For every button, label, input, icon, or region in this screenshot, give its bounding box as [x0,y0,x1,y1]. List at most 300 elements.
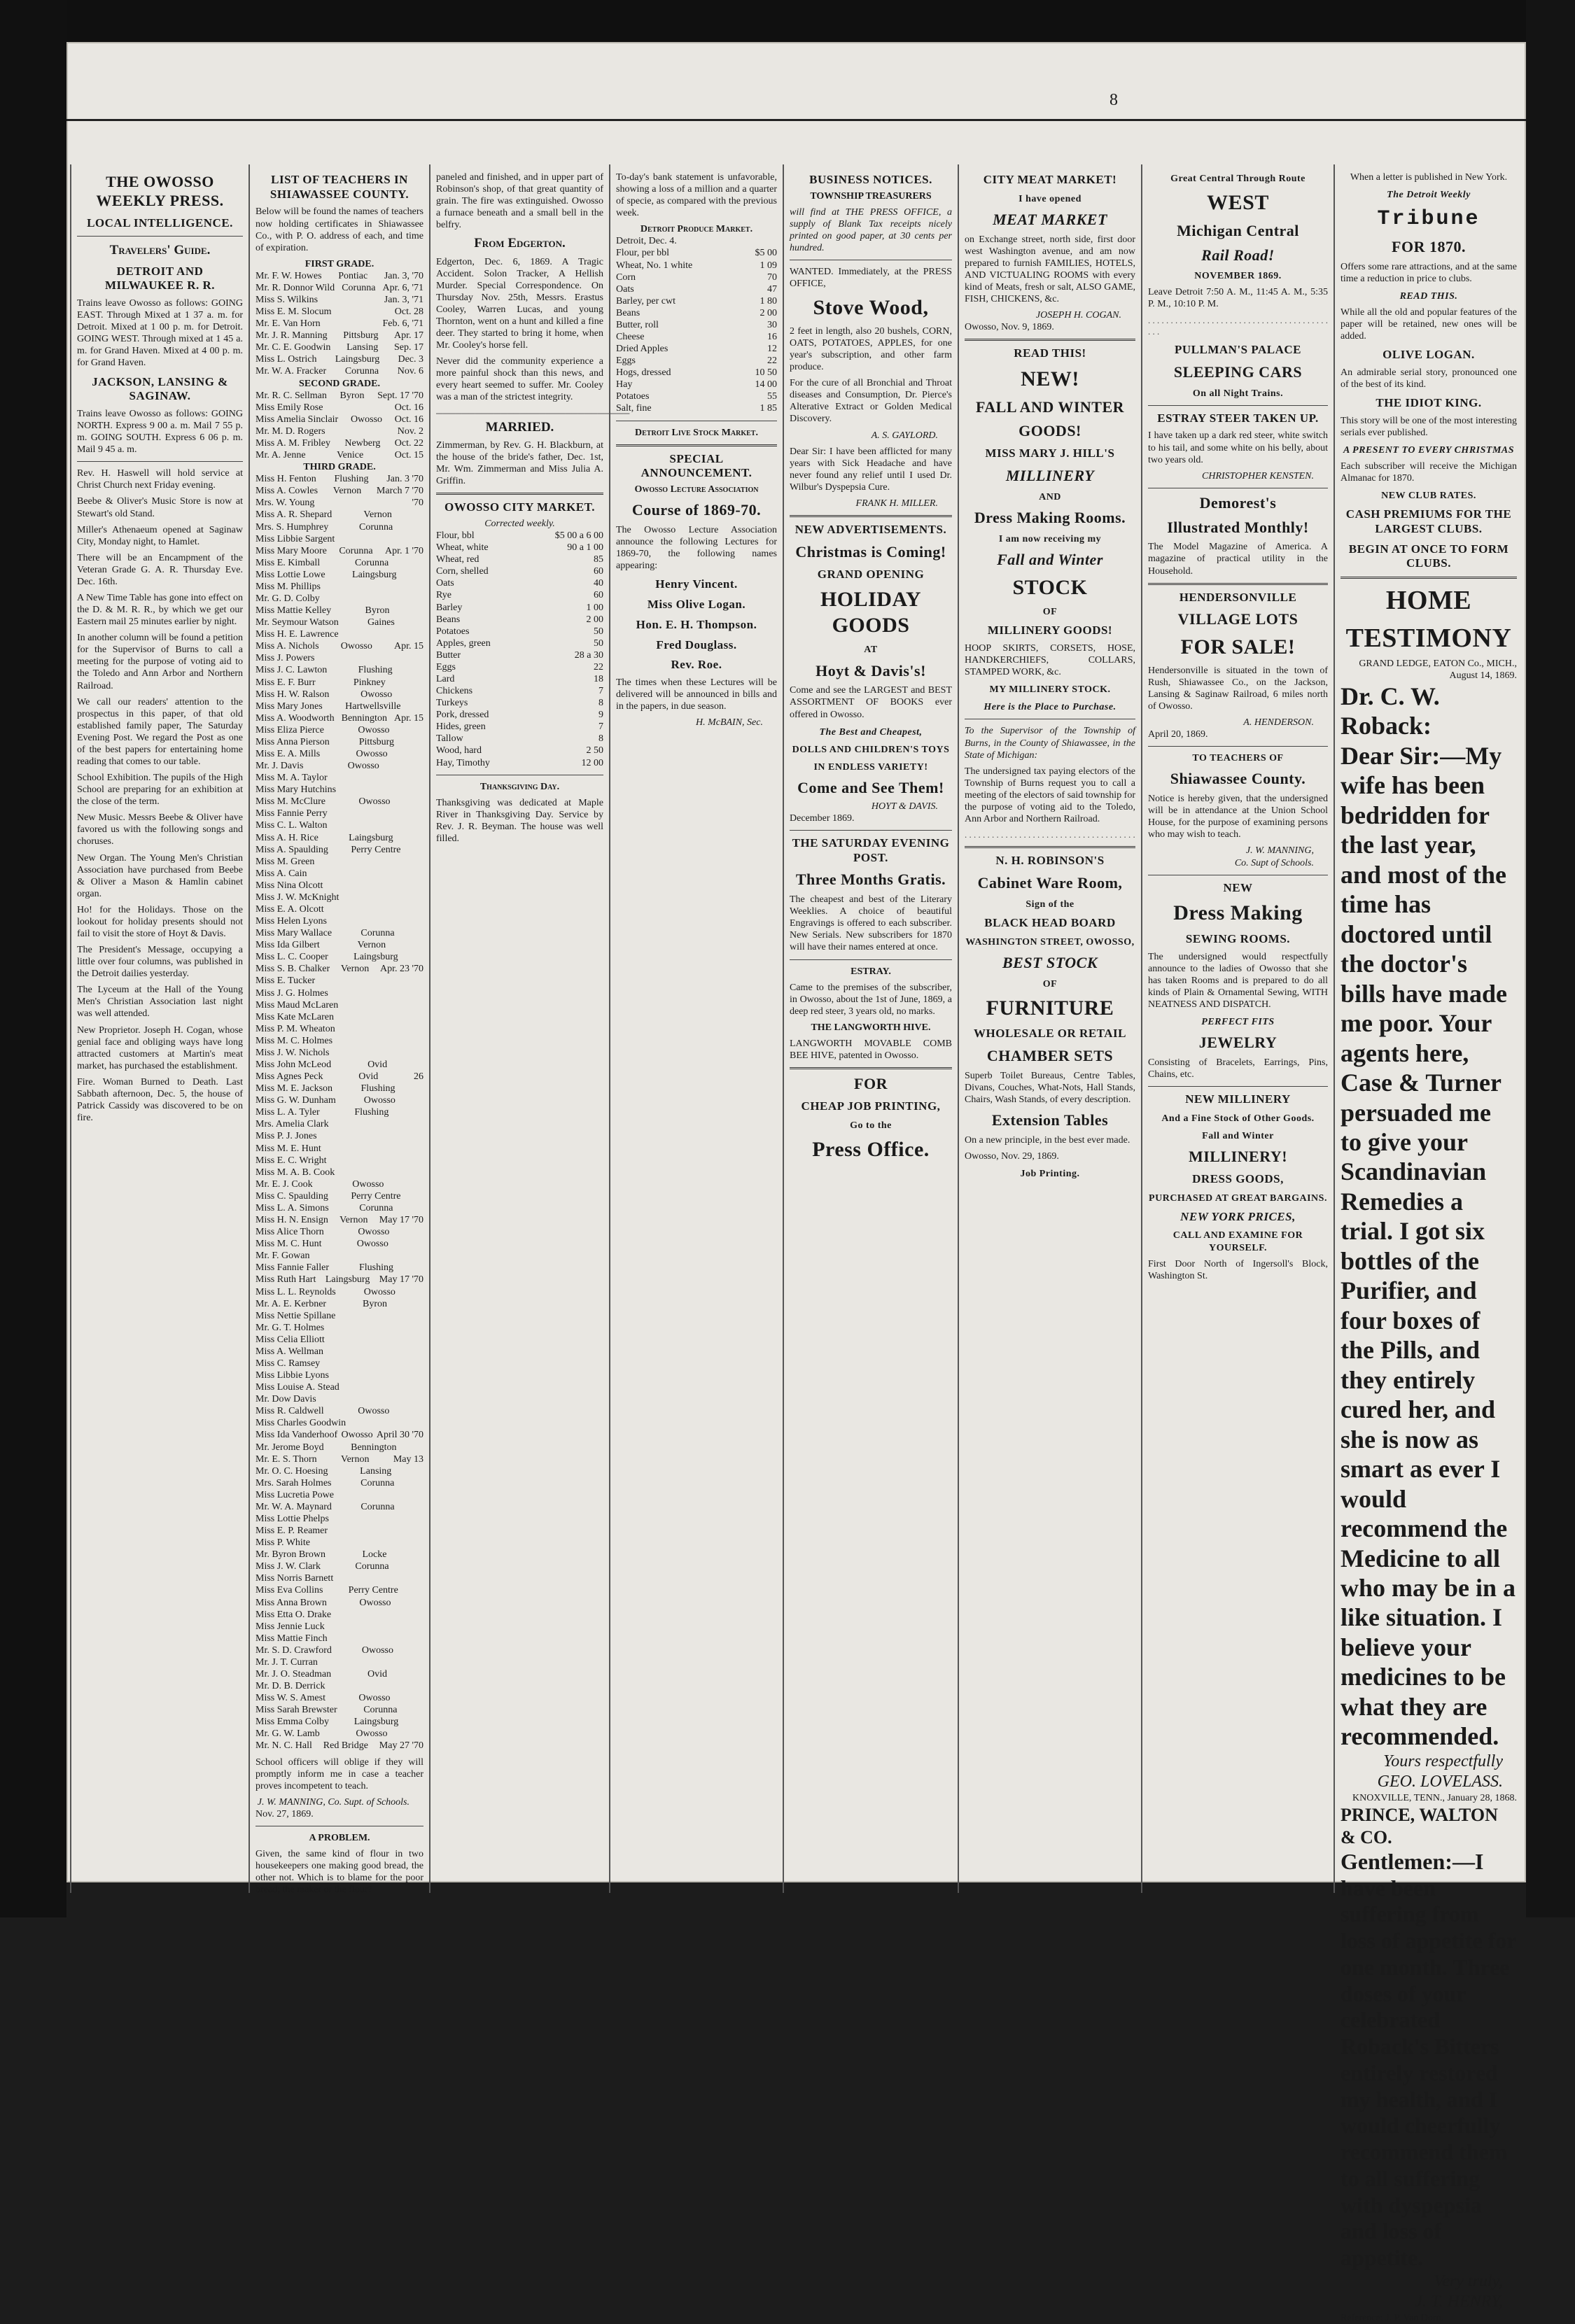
teacher-name: Miss Agnes Peck [255,1071,323,1083]
produce-price: 14 00 [755,379,777,390]
teacher-name: Miss Helen Lyons [255,916,327,927]
market-row [436,554,603,565]
receiving-text: I am now receiving my [998,533,1102,544]
railroad-schedule: Trains leave Owosso as follows: GOING EAST. Through Mixed at 1 37 a. m. for Detroit. Mixed at 1 00 p. m. for Detroit. GOING WEST. Through mixed at 1 45 a. m. for Grand Haven. Mixed at 4 00 p. m. for Grand Haven. [77,298,243,369]
teacher-address: Owosso [356,1239,388,1250]
market-item: Butter [436,649,461,661]
teacher-row [255,1609,424,1621]
jewelry-text: Consisting of Bracelets, Earrings, Pins, Chains, etc. [1148,1057,1328,1080]
market-item: Hay, Timothy [436,757,490,768]
teacher-row [255,951,424,963]
teacher-address: Laingsburg [335,354,380,365]
wood-text: 2 feet in length, also 20 bushels, CORN, OATS, POTATOES, APPLES, for one year's subscription, and other farm produce. [790,325,952,373]
teacher-expiry: Apr. 17 [394,330,424,341]
market-row [436,709,603,721]
teacher-name: Miss A. Cowles [255,486,318,497]
produce-item: Beans [616,307,640,318]
teacher-row [255,677,424,689]
teacher-name: Miss Amelia Sinclair [255,414,339,425]
divider [790,830,952,831]
village-lots-heading: VILLAGE LOTS [1177,610,1298,628]
teacher-address: Newberg [344,437,381,449]
teachers-notice-text: Notice is hereby given, that the undersigned will be in attendance at the Union School House, for the purpose of examining persons who may wish to teach. [1148,794,1328,840]
teacher-address: Owosso [358,1693,391,1704]
teacher-expiry: 26 [413,1071,424,1083]
teacher-row [255,557,424,569]
teacher-expiry: May 13 [393,1453,424,1465]
produce-item: Oats [616,283,634,295]
lecture-secretary: H. McBAIN, Sec. [695,717,763,728]
divider [436,493,603,495]
read-text: While all the old and popular features of the paper will be retained, new ones will be added. [1340,307,1517,341]
teacher-address: Pittsburg [358,736,395,747]
teacher-name: Miss Anna Pierson [255,736,330,747]
estray-title: ESTRAY. [850,966,891,977]
sign-label: Sign of the [1026,899,1074,910]
teacher-row [255,1106,424,1118]
teacher-address: Owosso [358,1227,390,1238]
post-title: THE SATURDAY EVENING POST. [792,836,950,864]
hoyt-date: December 1869. [790,812,855,824]
market-item: Flour, bbl [436,530,475,542]
teacher-address: Locke [362,1549,387,1561]
teacher-name: Miss M. E. Jackson [255,1083,333,1094]
teacher-row [255,593,424,605]
teacher-name: Miss Mary Hutchins [255,784,337,796]
for-label: FOR [854,1075,888,1093]
divider [790,515,952,517]
market-item: Wheat, white [436,542,489,554]
teacher-row [255,819,424,831]
teacher-row [255,939,424,951]
teacher-row [255,1334,424,1346]
teacher-row [255,330,424,341]
produce-price: 2 00 [760,307,777,318]
teacher-address: Ovid [358,1071,379,1083]
teacher-name: Miss Mary Wallace [255,928,332,939]
teacher-name: Mrs. Amelia Clark [255,1119,329,1130]
teacher-name: Miss Charles Goodwin [255,1418,346,1429]
teacher-row [255,1143,424,1155]
new-dress-label: NEW [1223,880,1253,894]
market-price: 50 [594,638,603,649]
teacher-expiry: Oct. 16 [394,402,424,413]
problem-text: Given, the same kind of flour in two housekeepers one making good bread, the other not. Which is to blame for the poor bread; the maker or the flour? [255,1849,424,1896]
teacher-row [255,1381,424,1393]
teacher-name: Mr. J. T. Curran [255,1656,318,1668]
teacher-row [255,652,424,664]
teacher-name: Miss S. Wilkins [255,295,318,306]
henderson-text: Hendersonville is situated in the town of Rush, Shiawassee Co., on the Jackson, Lansing & Saginaw Railroad, 6 miles north of Owosso. [1148,665,1328,712]
teacher-address: Vernon [341,1453,370,1465]
christmas-heading: Christmas is Coming! [795,542,946,561]
teacher-name: Miss P. White [255,1537,310,1549]
divider [77,236,243,237]
new-millinery-heading: NEW MILLINERY [1185,1092,1291,1106]
testimony-heading: TESTIMONY [1345,624,1512,654]
market-price: 12 00 [581,757,603,768]
teacher-name: Miss Celia Elliott [255,1334,325,1345]
henderson-date: April 20, 1869. [1148,729,1208,740]
lovelass-signature: GEO. LOVELASS. [1377,1773,1503,1791]
teacher-expiry: Apr. 1 '70 [384,545,424,556]
scan-border-right [1526,0,1575,1917]
cash-premiums-heading: CASH PREMIUMS FOR THE LARGEST CLUBS. [1345,507,1512,535]
teacher-row [255,1011,424,1023]
cheap-job-heading: CHEAP JOB PRINTING, [801,1099,941,1113]
langworth-text: LANGWORTH MOVABLE COMB BEE HIVE, patented in Owosso. [790,1038,952,1061]
teacher-name: Mr. S. D. Crawford [255,1645,332,1656]
divider [965,846,1135,848]
local-news-item: New Proprietor. Joseph H. Cogan, whose genial face and obliging ways have long attracted customers at Martin's meat market, has purchased the establishment. [77,1024,243,1071]
teacher-name: Miss Mattie Finch [255,1633,328,1644]
teacher-name: Mr. W. A. Maynard [255,1501,332,1512]
hoop-text: HOOP SKIRTS, CORSETS, HOSE, HANDKERCHIEFS, COLLARS, STAMPED WORK, &c. [965,643,1135,678]
teacher-name: Miss P. J. Jones [255,1131,317,1142]
teacher-name: Miss P. M. Wheaton [255,1023,335,1034]
produce-item: Salt, fine [616,403,652,414]
teacher-name: Miss Kate McLaren [255,1011,334,1022]
testimonial-signature: A. S. GAYLORD. [871,430,938,441]
teacher-name: Mr. R. C. Sellman [255,390,327,401]
market-row [436,757,603,769]
produce-item: Corn [616,272,636,283]
market-price: 60 [594,566,603,577]
teacher-address: Owosso [360,689,393,700]
sewing-text: The undersigned would respectfully announce to the ladies of Owosso that she has taken Rooms and is prepared to do all kinds of Plain & Ornamental Sewing, WITH NEATNESS AND DISPATCH. [1148,951,1328,1010]
teacher-address: Byron [363,1298,388,1309]
teacher-row [255,736,424,748]
produce-row [616,355,777,367]
column-tribune-testimony [1334,164,1522,2324]
teacher-row [255,545,424,557]
teacher-expiry: Apr. 6, '71 [382,282,424,293]
teacher-name: Miss Lottie Phelps [255,1513,330,1524]
teacher-address: Perry Centre [351,1190,401,1202]
teacher-name: Miss A. Cain [255,868,307,879]
signature-list-placeholder: . . . . . . . . . . . . . . . . . . . . . . . . . . . . . . . . . . . . . . [965,829,1135,840]
teacher-expiry: Feb. 6, '71 [382,318,424,330]
stove-wood-heading: Stove Wood, [813,296,929,320]
teacher-row [255,712,424,724]
produce-item: Butter, roll [616,319,659,330]
stock-heading: STOCK [1012,575,1088,599]
produce-item: Cheese [616,332,645,343]
of-label: OF [1042,607,1058,618]
market-item: Barley [436,602,463,613]
teacher-row [255,1214,424,1226]
teacher-address: Byron [340,390,365,401]
teacher-name: Mr. D. B. Derrick [255,1681,326,1692]
local-news-item: Beebe & Oliver's Music Store is now at Stewart's old Stand. [77,496,243,519]
market-price: 18 [594,673,603,684]
teacher-name: Mr. E. J. Cook [255,1178,313,1190]
produce-row [616,390,777,402]
teacher-name: Miss Emily Rose [255,402,323,413]
wholesale-heading: WHOLESALE OR RETAIL [974,1027,1126,1041]
market-item: Apples, green [436,638,491,649]
teacher-name: Miss J. Powers [255,653,315,664]
lecture-footer: The times when these Lectures will be delivered will be announced in bills and in the papers, in due season. [616,677,777,712]
new-heading: NEW! [1021,367,1079,390]
newspaper-page [66,42,1526,2324]
teacher-name: Miss Sarah Brewster [255,1705,337,1716]
gentlemen-text: Gentlemen:—I have been suffering from loss of appetite for one month. Three doses of your celebrated Roback's Bitters entirely restored my health, and I would cheerfully recommend them to all suffering with dyspepsia and loss of appetite. [1340,1848,1516,2271]
begin-heading: BEGIN AT ONCE TO FORM CLUBS. [1348,542,1509,570]
market-row [436,649,603,661]
teacher-name: Miss W. S. Amest [255,1693,326,1704]
problem-title: A PROBLEM. [309,1832,370,1843]
idiot-king-heading: THE IDIOT KING. [1376,395,1482,409]
teacher-row [255,365,424,377]
news-title: From Edgerton. [474,236,566,251]
local-news-list [77,467,243,1124]
teacher-name: Miss M. A. B. Cook [255,1167,335,1178]
produce-row [616,307,777,319]
market-item: Corn, shelled [436,566,489,577]
teacher-name: Miss C. L. Walton [255,820,328,831]
knoxville-dateline: KNOXVILLE, TENN., January 28, 1868. [1352,1793,1517,1804]
teacher-row [255,1501,424,1513]
produce-row [616,343,777,355]
teacher-name: Miss M. C. Holmes [255,1035,333,1046]
teacher-row [255,640,424,652]
filler-text: ────────────────────────────── [436,407,630,418]
grade-heading: THIRD GRADE. [303,462,376,473]
divider [1148,1086,1328,1087]
teacher-name: Miss A. H. Rice [255,832,318,843]
teacher-row [255,1167,424,1178]
market-price: 90 a 1 00 [567,542,603,554]
come-see-heading: Come and See Them! [797,778,944,796]
new-ads-title: NEW ADVERTISEMENTS. [794,522,947,536]
teacher-row [255,1346,424,1358]
teacher-row [255,975,424,987]
teacher-row [255,1322,424,1334]
teacher-row [255,294,424,306]
teacher-row [255,1668,424,1680]
teacher-row [255,353,424,365]
teacher-row [255,1477,424,1489]
teacher-name: Miss Nina Olcott [255,880,323,891]
local-news-item: A New Time Table has gone into effect on the D. & M. R. R., by which we get our Eastern mail 25 minutes earlier by night. [77,592,243,628]
teacher-row [255,999,424,1011]
teacher-address: Vernon [357,940,386,951]
teacher-name: Miss E. Tucker [255,976,316,987]
teacher-row [255,1178,424,1190]
lecturer-name: Henry Vincent. [655,577,738,591]
produce-row [616,367,777,379]
teacher-row [255,1023,424,1035]
produce-item: Wheat, No. 1 white [616,260,693,271]
go-to-label: Go to the [850,1120,892,1131]
teacher-row [255,581,424,593]
grand-ledge-dateline: GRAND LEDGE, EATON Co., MICH., August 14, 1869. [1359,658,1517,681]
teacher-row [255,341,424,353]
teacher-row [255,748,424,760]
teacher-address: Owosso [340,641,372,652]
teacher-address: Corunna [360,1501,395,1512]
market-row [436,589,603,601]
teacher-name: Miss Alice Thorn [255,1227,324,1238]
teacher-address: Corunna [355,1561,389,1572]
teacher-address: Owosso [363,1095,396,1106]
grade-heading: FIRST GRADE. [304,258,374,269]
robinson-heading: N. H. ROBINSON'S [995,854,1105,868]
idiot-text: This story will be one of the most interesting serials ever published. [1340,415,1517,438]
teacher-row [255,915,424,927]
local-news-item: New Organ. The Young Men's Christian Association have purchased from Beebe & Oliver a Mason & Hamlin cabinet organ. [77,852,243,899]
teacher-row [255,1489,424,1501]
teacher-row [255,306,424,318]
teacher-address: Owosso [359,1597,391,1608]
eastern-note: When a letter is published in New York. [1350,172,1508,183]
teacher-address: Laingsburg [354,1717,399,1728]
extension-heading: Extension Tables [991,1111,1109,1129]
business-notices-title: BUSINESS NOTICES. [809,173,932,186]
teacher-row [255,689,424,700]
teacher-row [255,987,424,999]
market-price: 1 00 [586,602,603,613]
meat-signature: JOSEPH H. COGAN. [1035,310,1121,321]
teacher-name: Mr. M. D. Rogers [255,425,326,437]
teacher-address: Perry Centre [348,1585,398,1596]
teacher-name: Miss M. Green [255,856,315,867]
local-news-item: We call our readers' attention to the prospectus in this paper, of that old established family paper, The Saturday Evening Post. We regard the Post as one of the best papers for entertaining home reading that comes to our table. [77,696,243,767]
three-months-heading: Three Months Gratis. [795,871,946,889]
teacher-row [255,1250,424,1262]
notice-title: To the Supervisor of the Township of Burns, in the County of Shiawassee, in the State of Michigan: [965,726,1135,761]
market-price: 22 [594,661,603,672]
divider [965,339,1135,341]
present-text: Each subscriber will receive the Michigan Almanac for 1870. [1340,460,1517,484]
meat-market-title: CITY MEAT MARKET! [983,173,1117,186]
railroad-heading: DETROIT AND MILWAUKEE R. R. [104,264,216,293]
teacher-name: Miss H. Fenton [255,474,316,485]
olive-text: An admirable serial story, pronounced one of the best of its kind. [1340,367,1517,390]
divider [1148,583,1328,585]
teacher-expiry: April 30 '70 [376,1430,424,1441]
teacher-name: Miss M. C. Hunt [255,1239,322,1250]
teacher-row [255,1728,424,1740]
thanksgiving-title: Thanksgiving Day. [479,781,560,792]
market-row [436,661,603,673]
my-millinery: MY MILLINERY STOCK. [989,684,1111,696]
teacher-address: Corunna [354,557,389,568]
estray-steer-signature: CHRISTOPHER KENSTEN. [1202,470,1314,481]
produce-price: 1 80 [760,295,777,307]
market-price: 50 [594,626,603,637]
teacher-row [255,963,424,975]
teacher-name: Miss Ida Vanderhoof [255,1430,338,1441]
teacher-row [255,1417,424,1429]
lecturer-name: Fred Douglass. [656,638,737,652]
teachers-intro: Below will be found the names of teachers now holding certificates in Shiawassee Co., with P. O. address of each, and time of expiration. [255,206,424,253]
market-title: OWOSSO CITY MARKET. [444,500,595,514]
teacher-address: Ovid [368,1669,388,1679]
market-row [436,530,603,542]
teacher-address: Ovid [368,1059,388,1071]
teacher-expiry: Apr. 15 [394,641,424,652]
teacher-name: Miss Libbie Lyons [255,1370,330,1381]
produce-price: 70 [767,272,777,283]
teacher-address: Pittsburg [343,330,379,341]
of-label: OF [1042,978,1058,990]
estray-steer-text: I have taken up a dark red steer, white switch to his tail, and some white on his belly, about two years old. [1148,430,1328,465]
teacher-address: Owosso [361,1645,393,1656]
teacher-row [255,1202,424,1214]
teacher-row [255,1704,424,1716]
teacher-row [255,1561,424,1572]
teacher-address: Laingsburg [349,832,393,843]
teacher-name: Mr. W. A. Fracker [255,366,327,377]
teacher-row [255,425,424,437]
produce-item: Eggs [616,355,636,367]
teacher-name: Mr. Dow Davis [255,1394,316,1405]
perfect-fits: PERFECT FITS [1201,1017,1275,1028]
local-news-item: New Music. Messrs Beebe & Oliver have favored us with the following songs and choruses. [77,812,243,847]
teacher-name: Miss G. W. Dunham [255,1095,336,1106]
market-row [436,685,603,697]
teacher-name: Miss Nettie Spillane [255,1310,336,1321]
teacher-address: Vernon [340,964,370,975]
teacher-row [255,1035,424,1047]
teacher-address: Corunna [359,1202,393,1213]
teacher-address: Flushing [360,1083,396,1094]
teacher-name: Miss E. Kimball [255,557,321,568]
thanksgiving-text: Thanksgiving was dedicated at Maple River in Thanksgiving Day. Service by Rev. J. R. Beyman. The house was well filled. [436,797,603,844]
black-head-heading: BLACK HEAD BOARD [984,915,1116,929]
teacher-row [255,1633,424,1645]
teacher-name: Miss Fannie Perry [255,808,328,819]
lecturers-list [616,577,777,672]
dress-goods-heading: DRESS GOODS, [1192,1171,1284,1185]
market-row [436,602,603,614]
market-price: 40 [594,578,603,589]
teacher-row [255,270,424,282]
divider [1148,746,1328,747]
divider [1148,405,1328,406]
teacher-name: Miss L. Ostrich [255,354,317,365]
lecturer-name: Rev. Roe. [671,658,722,672]
market-price: 9 [598,710,603,721]
teacher-row [255,844,424,856]
manning-title: Co. Supt of Schools. [1234,857,1314,868]
washington-street: WASHINGTON STREET, OWOSSO, [965,936,1135,948]
teacher-address: Owosso [356,1728,388,1740]
special-announcement-title: SPECIAL ANNOUNCEMENT. [640,451,752,480]
teacher-name: Miss H. N. Ensign [255,1215,328,1226]
teacher-name: Miss J. W. McKnight [255,892,340,903]
teacher-name: Mr. A. E. Kerbner [255,1298,327,1309]
teacher-expiry: May 17 '70 [379,1274,424,1286]
market-row [436,626,603,638]
teacher-name: Miss Emma Colby [255,1717,330,1728]
robinson-date: Owosso, Nov. 29, 1869. [965,1150,1059,1162]
teachers-table [255,270,424,1752]
teacher-name: Mr. Seymour Watson [255,617,339,628]
teacher-name: Miss E. P. Reamer [255,1526,328,1537]
teacher-row [255,1429,424,1441]
market-price: 85 [594,554,603,565]
market-row [436,745,603,756]
produce-table [616,247,777,414]
produce-item: Dried Apples [616,344,668,355]
top-rule [66,119,1526,121]
teacher-row [255,1680,424,1692]
and-label: AND [1039,491,1061,502]
teacher-name: Mr. J. Davis [255,761,304,772]
